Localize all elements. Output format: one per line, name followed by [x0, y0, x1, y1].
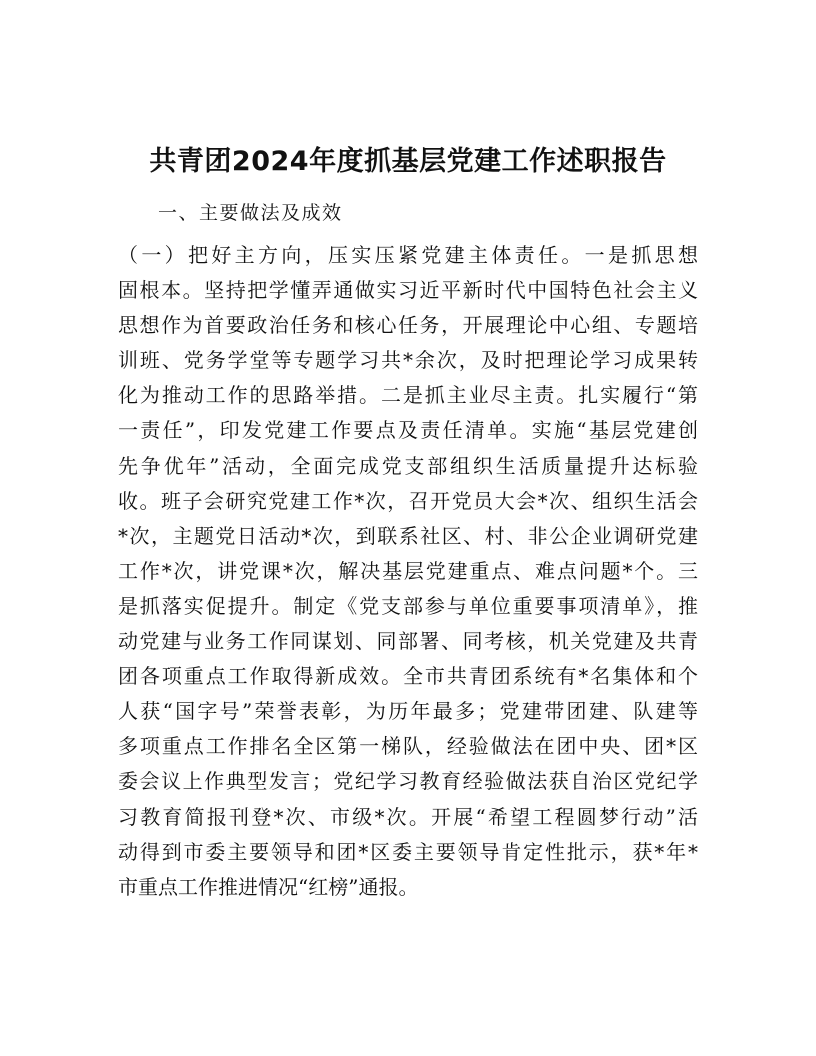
paragraph-line: 固根本。坚持把学懂弄通做实习近平新时代中国特色社会主义	[118, 278, 698, 303]
document-title: 共青团2024年度抓基层党建工作述职报告	[149, 146, 667, 177]
paragraph-line: 化为推动工作的思路举措。二是抓主业尽主责。扎实履行“第	[118, 383, 698, 408]
paragraph-line: 工作*次，讲党课*次，解决基层党建重点、难点问题*个。三	[118, 558, 698, 583]
paragraph-line: 人获“国字号”荣誉表彰，为历年最多；党建带团建、队建等	[118, 699, 698, 724]
paragraph-line: 委会议上作典型发言；党纪学习教育经验做法获自治区党纪学	[118, 769, 698, 794]
paragraph-line: 训班、党务学堂等专题学习共*余次，及时把理论学习成果转	[118, 348, 698, 373]
paragraph-line: 习教育简报刊登*次、市级*次。开展“希望工程圆梦行动”活	[118, 804, 698, 829]
paragraph-line: 一责任”，印发党建工作要点及责任清单。实施“基层党建创	[118, 418, 698, 443]
body-paragraph	[118, 238, 698, 905]
paragraph-line: 收。班子会研究党建工作*次，召开党员大会*次、组织生活会	[118, 488, 698, 513]
paragraph-line: 先争优年”活动，全面完成党支部组织生活质量提升达标验	[118, 453, 698, 478]
paragraph-line: 市重点工作推进情况“红榜”通报。	[118, 874, 419, 899]
paragraph-line: （一）把好主方向，压实压紧党建主体责任。一是抓思想	[118, 243, 698, 267]
paragraph-line: 动得到市委主要领导和团*区委主要领导肯定性批示，获*年*	[118, 839, 698, 864]
paragraph-line: *次，主题党日活动*次，到联系社区、村、非公企业调研党建	[118, 523, 698, 548]
paragraph-line: 动党建与业务工作同谋划、同部署、同考核，机关党建及共青	[118, 629, 698, 654]
section-heading: 一、主要做法及成效	[158, 202, 343, 224]
paragraph-line: 思想作为首要政治任务和核心任务，开展理论中心组、专题培	[118, 313, 698, 338]
paragraph-line: 多项重点工作排名全区第一梯队，经验做法在团中央、团*区	[118, 734, 698, 759]
paragraph-line: 是抓落实促提升。制定《党支部参与单位重要事项清单》，推	[118, 593, 698, 618]
paragraph-line: 团各项重点工作取得新成效。全市共青团系统有*名集体和个	[118, 664, 698, 689]
